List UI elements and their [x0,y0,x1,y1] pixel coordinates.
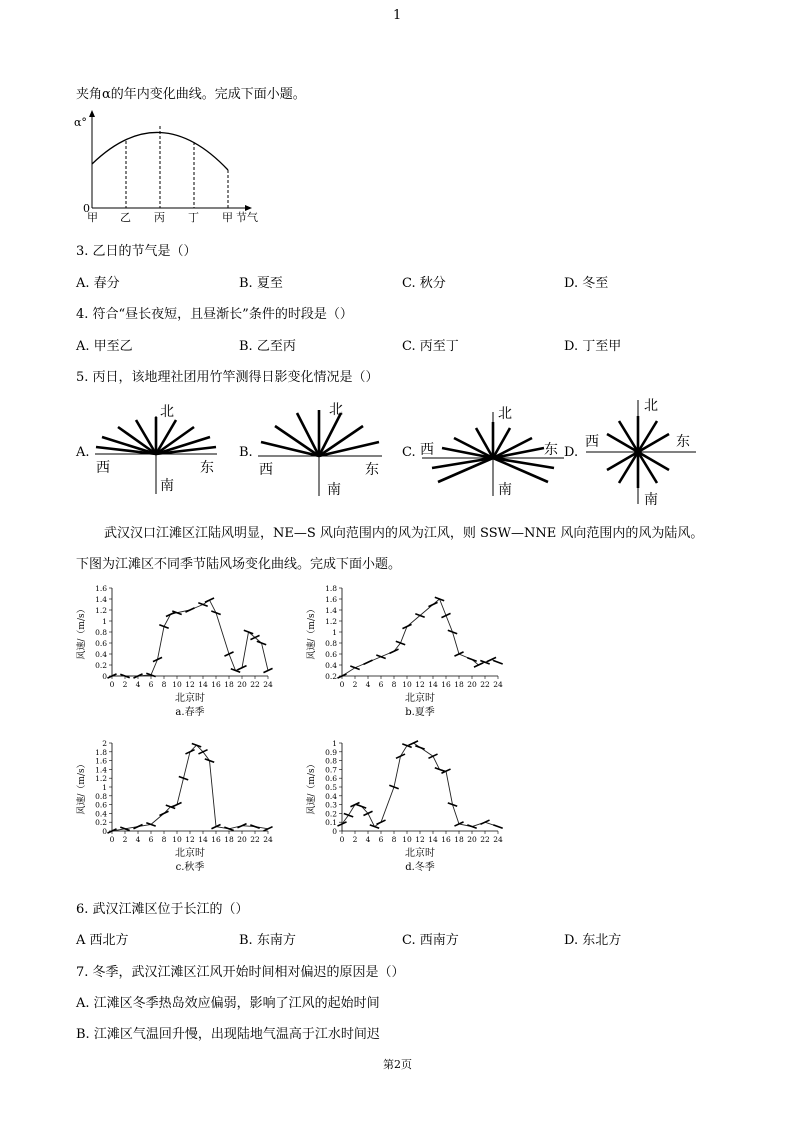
x-tick-label: 0 [339,680,345,689]
wind-arrow-icon [198,750,207,754]
y-tick-label: 0.2 [325,672,337,681]
q7-option-a[interactable]: A. 江滩区冬季热岛效应偏弱，影响了江风的起始时间 [76,996,380,1011]
wind-arrow-icon [133,824,142,828]
y-tick-label: 0.8 [95,628,107,637]
label-north: 北 [644,398,658,414]
y-tick-label: 0.6 [325,650,337,659]
x-tick-label: 10 [402,835,412,844]
x-tick-label: 12 [415,835,425,844]
x-tick-label: 6 [148,680,154,689]
x-tick-label: 2 [352,835,358,844]
wind-arrow-icon [467,658,476,661]
passage-line-2: 下图为江滩区不同季节陆风场变化曲线。完成下面小题。 [76,557,402,572]
shadow-diagram-b [255,398,385,498]
y-tick-label: 1.6 [95,756,107,766]
fig1-xtick-3: 丁 [188,211,199,224]
x-tick-label: 18 [224,835,234,844]
intro-text: 夹角α的年内变化曲线。完成下面小题。 [76,87,306,102]
x-tick-label: 12 [415,680,425,689]
y-tick-label: 0.2 [95,818,107,828]
x-tick-label: 8 [161,835,167,844]
x-tick-label: 20 [467,680,477,689]
x-tick-label: 0 [109,835,115,844]
y-tick-label: 0 [102,827,107,836]
fig1-xtick-1: 乙 [120,211,131,224]
wind-arrow-icon [146,823,155,826]
y-tick-label: 1.2 [95,606,107,615]
wind-arrow-icon [428,754,437,758]
y-tick-label: 1.6 [325,595,337,604]
shadow-diagram-d [582,396,702,506]
alpha-curve-figure [70,108,270,226]
y-tick-label: 0.2 [325,809,337,819]
q6-option-a[interactable]: A 西北方 [76,933,129,948]
page-number-top: 1 [393,8,402,23]
y-tick-label: 1 [332,739,337,748]
x-tick-label: 20 [237,835,247,844]
y-tick-label: 1.4 [95,595,107,604]
y-tick-label: 0.1 [325,818,337,828]
shadow-diagram-a [92,398,222,498]
x-tick-label: 24 [263,680,273,689]
x-tick-label: 8 [391,680,397,689]
wind-arrow-icon [376,820,385,824]
x-tick-label: 22 [480,680,490,689]
y-tick-label: 0.4 [325,661,337,670]
x-axis-label: 北京时 [405,693,435,704]
wind-chart-autumn [70,733,290,883]
x-axis-label: 北京时 [175,848,205,859]
x-tick-label: 20 [467,835,477,844]
x-tick-label: 16 [211,680,221,689]
wind-arrow-icon [402,624,411,628]
x-tick-label: 12 [185,835,195,844]
x-tick-label: 16 [211,835,221,844]
x-tick-label: 24 [263,835,273,844]
q5-option-d[interactable]: D. [564,445,579,460]
y-tick-label: 0.2 [95,661,107,670]
q3-option-b[interactable]: B. 夏至 [239,276,283,291]
q6-option-d[interactable]: D. 东北方 [564,933,622,948]
x-tick-label: 0 [109,680,115,689]
x-tick-label: 4 [135,680,141,689]
wind-arrow-icon [205,598,214,602]
y-tick-label: 1 [332,628,337,637]
x-tick-label: 10 [172,680,182,689]
y-tick-label: 2 [102,739,107,748]
y-tick-label: 0.8 [325,756,337,766]
x-tick-label: 16 [441,835,451,844]
label-north: 北 [498,406,512,422]
y-axis-label: 风速/（m/s） [77,759,87,815]
wind-arrow-icon [409,741,418,745]
x-tick-label: 2 [122,835,128,844]
x-tick-label: 0 [339,835,345,844]
wind-arrow-icon [435,768,444,771]
wind-arrow-icon [166,612,175,616]
x-tick-label: 4 [365,680,371,689]
wind-arrow-icon [344,813,353,816]
series-line [112,745,268,831]
passage-line-1: 武汉汉口江滩区江陆风明显，NE—S 风向范围内的风为江风，则 SSW—NNE 风向范围内的风为陆风。 [104,526,704,541]
x-tick-label: 6 [378,680,384,689]
fig1-xtick-2: 丙 [154,211,165,224]
y-tick-label: 0 [332,827,337,836]
chart-caption: d.冬季 [405,862,435,873]
chart-caption: a.春季 [175,707,205,718]
wind-arrow-icon [454,822,463,826]
wind-arrow-icon [415,614,424,617]
x-tick-label: 14 [428,680,438,689]
shadow-rays [261,410,379,456]
y-tick-label: 0 [102,672,107,681]
wind-arrow-icon [389,649,398,653]
fig1-xtick-4: 甲 [222,211,233,224]
wind-arrow-icon [363,660,372,664]
q6-option-c[interactable]: C. 西南方 [402,933,459,948]
x-tick-label: 16 [441,680,451,689]
wind-chart-summer [300,578,520,728]
x-tick-label: 2 [122,680,128,689]
q4-option-b[interactable]: B. 乙至丙 [239,339,296,354]
x-tick-label: 10 [402,680,412,689]
x-axis-label: 北京时 [175,693,205,704]
x-tick-label: 18 [454,835,464,844]
y-tick-label: 1.2 [325,617,337,626]
y-tick-label: 0.4 [95,809,107,819]
x-tick-label: 22 [250,835,260,844]
y-tick-label: 1.8 [325,584,337,593]
wind-arrow-icon [357,805,366,808]
label-east: 东 [676,434,690,450]
label-south: 南 [327,482,341,498]
wind-arrow-icon [185,608,194,612]
fig1-xlabel: 节气 [236,211,258,224]
shadow-rays [96,417,216,454]
q3-stem: 3. 乙日的节气是（） [76,244,197,259]
x-tick-label: 18 [224,680,234,689]
x-tick-label: 22 [250,680,260,689]
label-south: 南 [498,482,512,498]
label-west: 西 [420,442,434,458]
y-axis-label: 风速/（m/s） [307,759,317,815]
q5-option-c[interactable]: C. [402,445,416,460]
fig1-origin: 0 [83,202,90,215]
x-tick-label: 6 [378,835,384,844]
y-tick-label: 0.8 [325,639,337,648]
x-tick-label: 20 [237,680,247,689]
y-axis-label: 风速/（m/s） [77,604,87,660]
chart-caption: c.秋季 [175,862,205,873]
wind-arrow-icon [263,827,272,831]
x-tick-label: 2 [352,680,358,689]
wind-arrow-icon [159,811,168,815]
q4-option-a[interactable]: A. 甲至乙 [76,339,133,354]
page-footer: 第2页 [383,1058,412,1071]
wind-chart-winter [300,733,520,883]
wind-arrow-icon [441,613,450,617]
label-north: 北 [160,404,174,420]
y-tick-label: 1.2 [95,774,107,784]
y-tick-label: 1.4 [95,765,107,775]
y-tick-label: 1 [102,783,107,792]
wind-arrow-icon [415,746,424,749]
label-east: 东 [200,460,214,476]
x-tick-label: 4 [365,835,371,844]
q3-option-a[interactable]: A. 春分 [76,276,120,291]
label-west: 西 [96,460,110,476]
y-tick-label: 0.5 [325,783,337,792]
x-tick-label: 14 [198,835,208,844]
y-tick-label: 0.4 [325,791,337,801]
x-tick-label: 6 [148,835,154,844]
x-tick-label: 24 [493,835,503,844]
x-tick-label: 10 [172,835,182,844]
y-tick-label: 0.6 [325,774,337,784]
x-tick-label: 24 [493,680,503,689]
y-tick-label: 0.6 [95,800,107,810]
y-axis-label: 风速/（m/s） [307,604,317,660]
wind-arrow-icon [120,827,129,830]
wind-chart-spring [70,578,290,728]
y-tick-label: 0.9 [325,747,337,757]
q6-stem: 6. 武汉江滩区位于长江的（） [76,902,249,917]
wind-arrow-icon [192,743,201,746]
q4-option-d[interactable]: D. 丁至甲 [564,339,622,354]
x-tick-label: 8 [391,835,397,844]
q3-option-c[interactable]: C. 秋分 [402,276,446,291]
q6-option-b[interactable]: B. 东南方 [239,933,296,948]
wind-arrow-icon [363,811,372,815]
series-line [112,600,268,676]
wind-arrow-icon [428,602,437,606]
q7-stem: 7. 冬季，武汉江滩区江风开始时间相对偏迟的原因是（） [76,965,405,980]
label-south: 南 [644,492,658,506]
x-tick-label: 8 [161,680,167,689]
label-east: 东 [544,442,558,458]
q4-option-c[interactable]: C. 丙至丁 [402,339,459,354]
chart-caption: b.夏季 [405,707,435,718]
q3-option-d[interactable]: D. 冬至 [564,276,609,291]
y-tick-label: 0.4 [95,650,107,659]
shadow-diagram-c [418,398,568,498]
y-tick-label: 0.6 [95,639,107,648]
x-tick-label: 22 [480,835,490,844]
q5-option-a[interactable]: A. [76,445,90,460]
y-tick-label: 1.8 [95,747,107,757]
x-tick-label: 18 [454,680,464,689]
y-tick-label: 0.8 [95,791,107,801]
y-tick-label: 1 [102,617,107,626]
x-tick-label: 4 [135,835,141,844]
wind-arrow-icon [474,663,483,667]
y-axis-arrow-icon [89,110,95,117]
x-tick-label: 14 [198,680,208,689]
q5-option-b[interactable]: B. [239,445,253,460]
x-tick-label: 14 [428,835,438,844]
wind-arrow-icon [493,661,502,664]
series-line [342,599,498,676]
fig1-xtick-0: 甲 [87,211,98,224]
label-east: 东 [365,462,379,478]
label-north: 北 [329,402,343,418]
x-axis-label: 北京时 [405,848,435,859]
q4-stem: 4. 符合“昼长夜短，且昼渐长”条件的时段是（） [76,307,353,322]
q5-stem: 5. 丙日，该地理社团用竹竿测得日影变化情况是（） [76,370,379,385]
label-west: 西 [259,462,273,478]
label-west: 西 [585,434,599,450]
wind-arrow-icon [493,825,502,828]
x-tick-label: 12 [185,680,195,689]
q7-option-b[interactable]: B. 江滩区气温回升慢，出现陆地气温高于江水时间迟 [76,1027,380,1042]
fig1-ylabel: α° [74,116,87,129]
y-tick-label: 0.3 [325,800,337,810]
wind-arrow-icon [370,825,379,828]
y-tick-label: 0.7 [325,765,337,775]
wind-arrow-icon [250,635,259,639]
y-tick-label: 1.4 [325,606,337,615]
y-tick-label: 1.6 [95,584,107,593]
label-south: 南 [160,478,174,494]
